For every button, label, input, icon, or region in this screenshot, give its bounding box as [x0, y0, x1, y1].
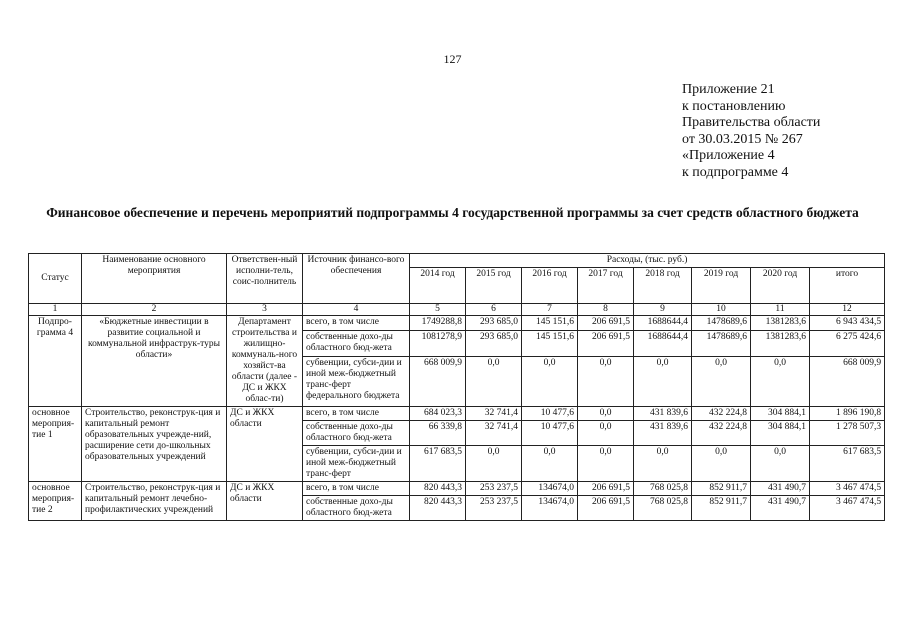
value-cell: 820 443,3	[410, 482, 466, 496]
annex-line: к подпрограмме 4	[682, 164, 789, 180]
value-cell: 432 224,8	[692, 421, 751, 446]
column-number: 3	[227, 304, 303, 316]
finance-table	[28, 253, 885, 521]
header-year: 2019 год	[692, 268, 751, 304]
value-cell: 134674,0	[522, 496, 578, 521]
table-row	[29, 316, 885, 331]
total-cell: 6 275 424,6	[810, 330, 885, 356]
value-cell: 1749288,8	[410, 316, 466, 331]
status-cell: Подпро-грамма 4	[29, 316, 82, 407]
header-responsible: Ответствен-ный исполни-тель, соис-полнитель	[227, 254, 303, 304]
value-cell: 32 741,4	[466, 421, 522, 446]
value-cell: 0,0	[578, 357, 634, 407]
value-cell: 10 477,6	[522, 421, 578, 446]
total-cell: 3 467 474,5	[810, 496, 885, 521]
header-year: 2018 год	[634, 268, 692, 304]
value-cell: 852 911,7	[692, 482, 751, 496]
value-cell: 432 224,8	[692, 407, 751, 421]
table-row	[29, 482, 885, 496]
value-cell: 431 490,7	[751, 496, 810, 521]
value-cell: 1478689,6	[692, 316, 751, 331]
value-cell: 0,0	[751, 446, 810, 482]
responsible-cell: Департамент строительства и жилищно-коммуналь-ного хозяйст-ва области (далее - ДС и ЖКХ облас-ти)	[227, 316, 303, 407]
value-cell: 0,0	[466, 446, 522, 482]
total-cell: 6 943 434,5	[810, 316, 885, 331]
status-cell: основное мероприя-тие 2	[29, 482, 82, 521]
value-cell: 0,0	[578, 421, 634, 446]
value-cell: 768 025,8	[634, 482, 692, 496]
responsible-cell: ДС и ЖКХ области	[227, 482, 303, 521]
column-number: 12	[810, 304, 885, 316]
value-cell: 134674,0	[522, 482, 578, 496]
source-cell: собственные дохо-ды областного бюд-жета	[303, 496, 410, 521]
value-cell: 1478689,6	[692, 330, 751, 356]
column-number: 6	[466, 304, 522, 316]
annex-line: к постановлению	[682, 98, 786, 114]
total-cell: 668 009,9	[810, 357, 885, 407]
value-cell: 852 911,7	[692, 496, 751, 521]
column-number: 11	[751, 304, 810, 316]
annex-line: от 30.03.2015 № 267	[682, 131, 803, 147]
value-cell: 1381283,6	[751, 330, 810, 356]
value-cell: 304 884,1	[751, 407, 810, 421]
header-year: 2014 год	[410, 268, 466, 304]
header-name: Наименование основного мероприятия	[82, 254, 227, 304]
column-number: 4	[303, 304, 410, 316]
value-cell: 0,0	[692, 446, 751, 482]
value-cell: 1688644,4	[634, 316, 692, 331]
activity-name-cell: «Бюджетные инвестиции в развитие социальной и коммунальной инфраструк-туры области»	[82, 316, 227, 407]
value-cell: 10 477,6	[522, 407, 578, 421]
value-cell: 1381283,6	[751, 316, 810, 331]
source-cell: субвенции, субси-дии и иной меж-бюджетный транс-ферт	[303, 446, 410, 482]
value-cell: 0,0	[634, 446, 692, 482]
value-cell: 145 151,6	[522, 330, 578, 356]
column-number: 8	[578, 304, 634, 316]
annex-line: Приложение 21	[682, 82, 775, 97]
column-number: 7	[522, 304, 578, 316]
table-row	[29, 407, 885, 421]
source-cell: собственные дохо-ды областного бюд-жета	[303, 421, 410, 446]
header-source: Источник финансо-вого обеспечения	[303, 254, 410, 304]
header-year: 2017 год	[578, 268, 634, 304]
header-year: 2016 год	[522, 268, 578, 304]
value-cell: 304 884,1	[751, 421, 810, 446]
value-cell: 617 683,5	[410, 446, 466, 482]
column-number: 9	[634, 304, 692, 316]
document-title: Финансовое обеспечение и перечень мероприятий подпрограммы 4 государственной программы за счет средств областного бюджета	[46, 205, 859, 220]
value-cell: 684 023,3	[410, 407, 466, 421]
total-cell: 1 896 190,8	[810, 407, 885, 421]
page-number: 127	[443, 52, 462, 66]
value-cell: 253 237,5	[466, 496, 522, 521]
header-year: 2020 год	[751, 268, 810, 304]
value-cell: 1688644,4	[634, 330, 692, 356]
source-cell: всего, в том числе	[303, 407, 410, 421]
value-cell: 32 741,4	[466, 407, 522, 421]
status-cell: основное мероприя-тие 1	[29, 407, 82, 482]
value-cell: 145 151,6	[522, 316, 578, 331]
column-number: 5	[410, 304, 466, 316]
annex-line: «Приложение 4	[682, 148, 775, 163]
column-number: 10	[692, 304, 751, 316]
annex-line: Правительства области	[682, 115, 821, 130]
value-cell: 431 839,6	[634, 421, 692, 446]
responsible-cell: ДС и ЖКХ области	[227, 407, 303, 482]
activity-name-cell: Строительство, реконструк-ция и капитальный ремонт образовательных учрежде-ний, расширение сети до-школьных образовательных учреждений	[82, 407, 227, 482]
value-cell: 0,0	[692, 357, 751, 407]
column-number: 1	[29, 304, 82, 316]
value-cell: 1081278,9	[410, 330, 466, 356]
value-cell: 0,0	[466, 357, 522, 407]
column-numbers-row	[29, 304, 885, 316]
value-cell: 0,0	[751, 357, 810, 407]
value-cell: 0,0	[578, 407, 634, 421]
value-cell: 206 691,5	[578, 482, 634, 496]
value-cell: 66 339,8	[410, 421, 466, 446]
value-cell: 0,0	[522, 357, 578, 407]
value-cell: 0,0	[522, 446, 578, 482]
source-cell: всего, в том числе	[303, 482, 410, 496]
column-number: 2	[82, 304, 227, 316]
value-cell: 0,0	[634, 357, 692, 407]
total-cell: 3 467 474,5	[810, 482, 885, 496]
value-cell: 206 691,5	[578, 316, 634, 331]
value-cell: 293 685,0	[466, 316, 522, 331]
value-cell: 293 685,0	[466, 330, 522, 356]
source-cell: всего, в том числе	[303, 316, 410, 331]
total-cell: 617 683,5	[810, 446, 885, 482]
value-cell: 768 025,8	[634, 496, 692, 521]
value-cell: 431 490,7	[751, 482, 810, 496]
value-cell: 668 009,9	[410, 357, 466, 407]
value-cell: 206 691,5	[578, 496, 634, 521]
header-status: Статус	[29, 254, 82, 304]
source-cell: субвенции, субси-дии и иной меж-бюджетный транс-ферт федерального бюджета	[303, 357, 410, 407]
value-cell: 431 839,6	[634, 407, 692, 421]
value-cell: 206 691,5	[578, 330, 634, 356]
header-year: 2015 год	[466, 268, 522, 304]
header-total: итого	[810, 268, 885, 304]
source-cell: собственные дохо-ды областного бюд-жета	[303, 330, 410, 356]
value-cell: 253 237,5	[466, 482, 522, 496]
value-cell: 0,0	[578, 446, 634, 482]
total-cell: 1 278 507,3	[810, 421, 885, 446]
header-expenses: Расходы, (тыс. руб.)	[410, 254, 885, 268]
annex-block	[682, 82, 820, 181]
value-cell: 820 443,3	[410, 496, 466, 521]
activity-name-cell: Строительство, реконструк-ция и капитальный ремонт лечебно-профилактических учреждений	[82, 482, 227, 521]
